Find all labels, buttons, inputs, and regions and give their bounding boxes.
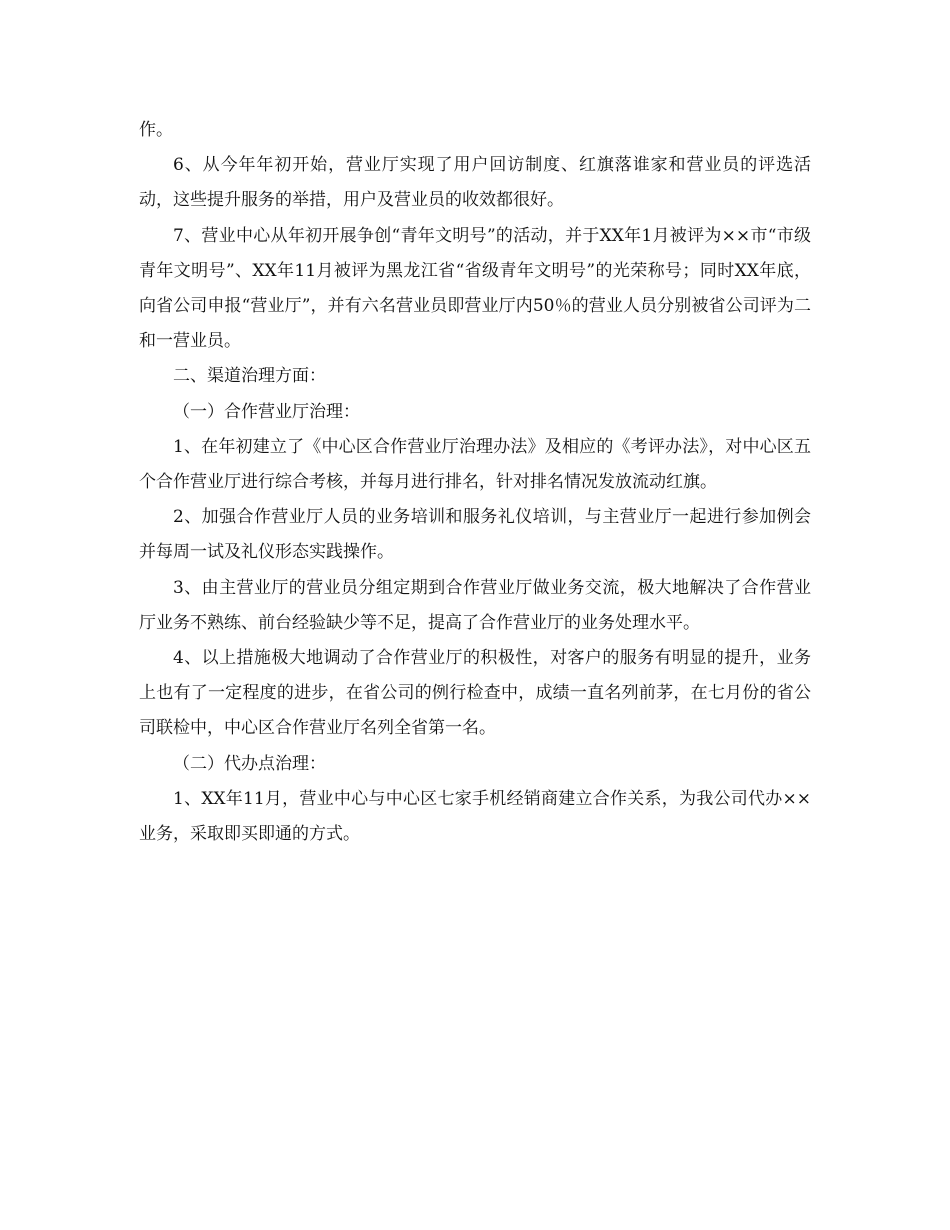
paragraph-coop-item-3: 3、由主营业厅的营业员分组定期到合作营业厅做业务交流，极大地解决了合作营业厅业务不熟练、前台经验缺少等不足，提高了合作营业厅的业务处理水平。: [139, 577, 811, 633]
document-body: [139, 113, 811, 852]
subsection-heading-agency-points: （二）代办点治理：: [173, 753, 326, 774]
paragraph-agency-item-1: 1、XX年11月，营业中心与中心区七家手机经销商建立合作关系，为我公司代办××业务，采取即买即通的方式。: [139, 788, 811, 845]
paragraph-coop-item-2: 2、加强合作营业厅人员的业务培训和服务礼仪培训，与主营业厅一起进行参加例会并每周一试及礼仪形态实践操作。: [139, 507, 811, 563]
subsection-heading-cooperative-halls: （一）合作营业厅治理：: [173, 401, 360, 422]
paragraph-item-6: 6、从今年年初开始，营业厅实现了用户回访制度、红旗落谁家和营业员的评选活动，这些提升服务的举措，用户及营业员的收效都很好。: [139, 155, 811, 211]
paragraph-coop-item-4: 4、以上措施极大地调动了合作营业厅的积极性，对客户的服务有明显的提升，业务上也有了一定程度的进步，在省公司的例行检查中，成绩一直名列前茅，在七月份的省公司联检中，中心区合作营业厅名列全省第一名。: [139, 648, 811, 739]
section-heading-channel-management: 二、渠道治理方面：: [173, 366, 326, 387]
paragraph-continuation: 作。: [139, 120, 173, 140]
paragraph-item-7: 7、营业中心从年初开展争创“青年文明号”的活动，并于XX年1月被评为××市“市级青年文明号”、XX年11月被评为黑龙江省“省级青年文明号”的光荣称号；同时XX年底，向省公司申报“营业厅”，并有六名营业员即营业厅内50％的营业人员分别被省公司评为二和一营业员。: [139, 225, 811, 352]
paragraph-coop-item-1: 1、在年初建立了《中心区合作营业厅治理办法》及相应的《考评办法》，对中心区五个合作营业厅进行综合考核，并每月进行排名，针对排名情况发放流动红旗。: [139, 436, 811, 493]
